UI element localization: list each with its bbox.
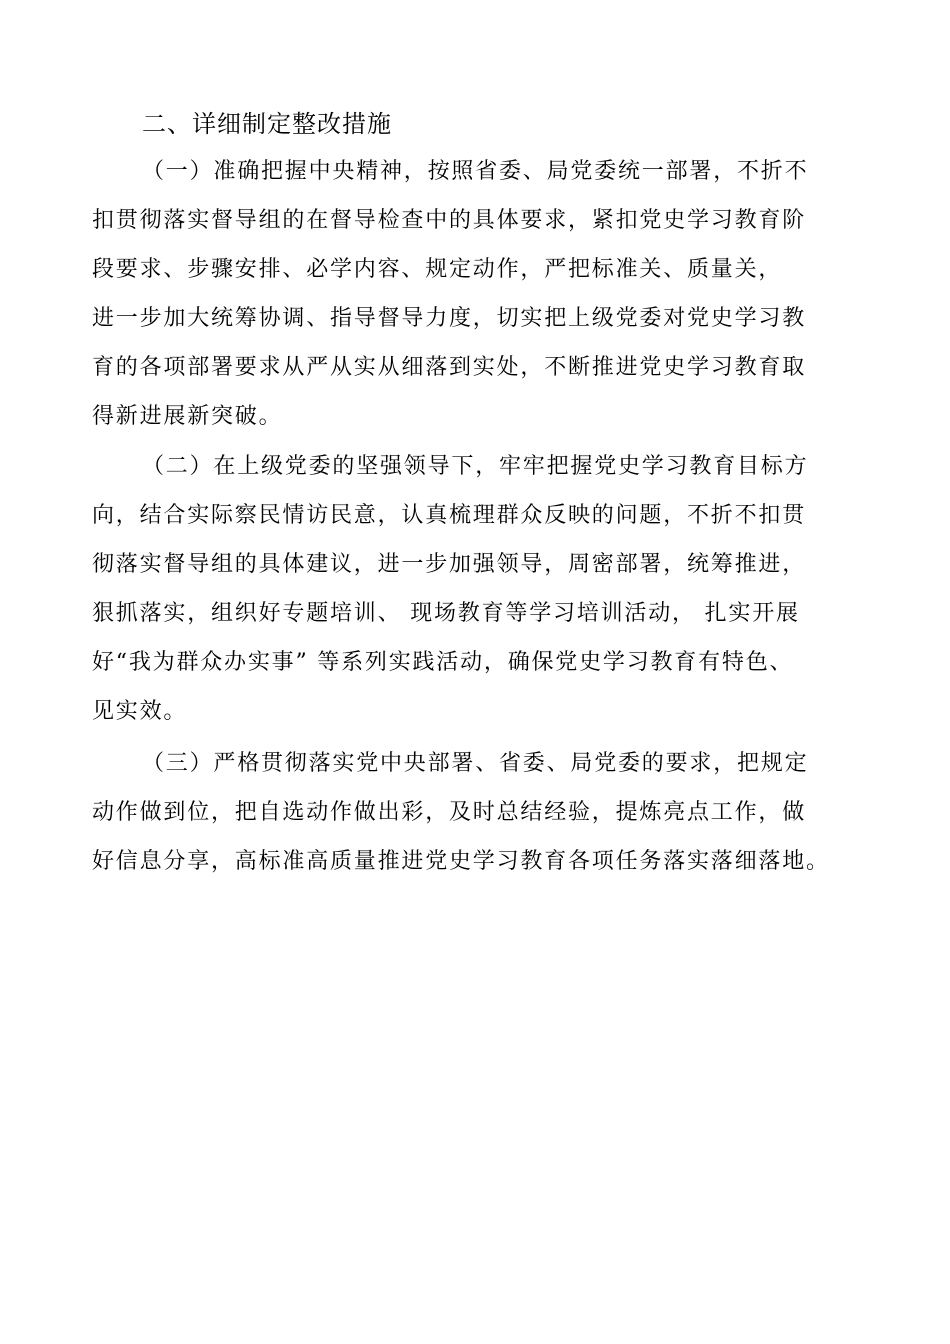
paragraph-2 — [92, 442, 872, 736]
paragraph-line: 彻落实督导组的具体建议，进一步加强领导，周密部署，统筹推进， — [92, 552, 807, 577]
paragraph-line: 好信息分享，高标准高质量推进党史学习教育各项任务落实落细落地。 — [92, 849, 830, 874]
paragraph-line: （二）在上级党委的坚强领导下，牢牢把握党史学习教育目标方 — [142, 454, 809, 479]
paragraph-line: 段要求、步骤安排、必学内容、规定动作，严把标准关、质量关， — [92, 257, 783, 282]
paragraph-line: 扣贯彻落实督导组的在督导检查中的具体要求，紧扣党史学习教育阶 — [92, 208, 807, 233]
paragraph-line: 动作做到位，把自选动作做出彩，及时总结经验，提炼亮点工作，做 — [92, 800, 807, 825]
paragraph-line: （三）严格贯彻落实党中央部署、省委、局党委的要求，把规定 — [142, 751, 809, 776]
paragraph-line: 好“我为群众办实事” 等系列实践活动，确保党史学习教育有特色、 — [92, 650, 794, 675]
paragraph-line: （一）准确把握中央精神，按照省委、局党委统一部署，不折不 — [142, 159, 809, 184]
paragraph-line: 向，结合实际察民情访民意，认真梳理群众反映的问题，不折不扣贯 — [92, 503, 807, 528]
paragraph-line: 育的各项部署要求从严从实从细落到实处，不断推进党史学习教育取 — [92, 355, 807, 380]
paragraph-1 — [92, 147, 872, 441]
paragraph-line: 狠抓落实，组织好专题培训、 现场教育等学习培训活动， 扎实开展 — [92, 601, 800, 626]
paragraph-line: 得新进展新突破。 — [92, 404, 283, 429]
paragraph-3 — [92, 739, 872, 886]
section-heading: 二、详细制定整改措施 — [142, 110, 392, 138]
paragraph-line: 见实效。 — [92, 699, 188, 724]
paragraph-line: 进一步加大统筹协调、指导督导力度，切实把上级党委对党史学习教 — [92, 306, 807, 331]
